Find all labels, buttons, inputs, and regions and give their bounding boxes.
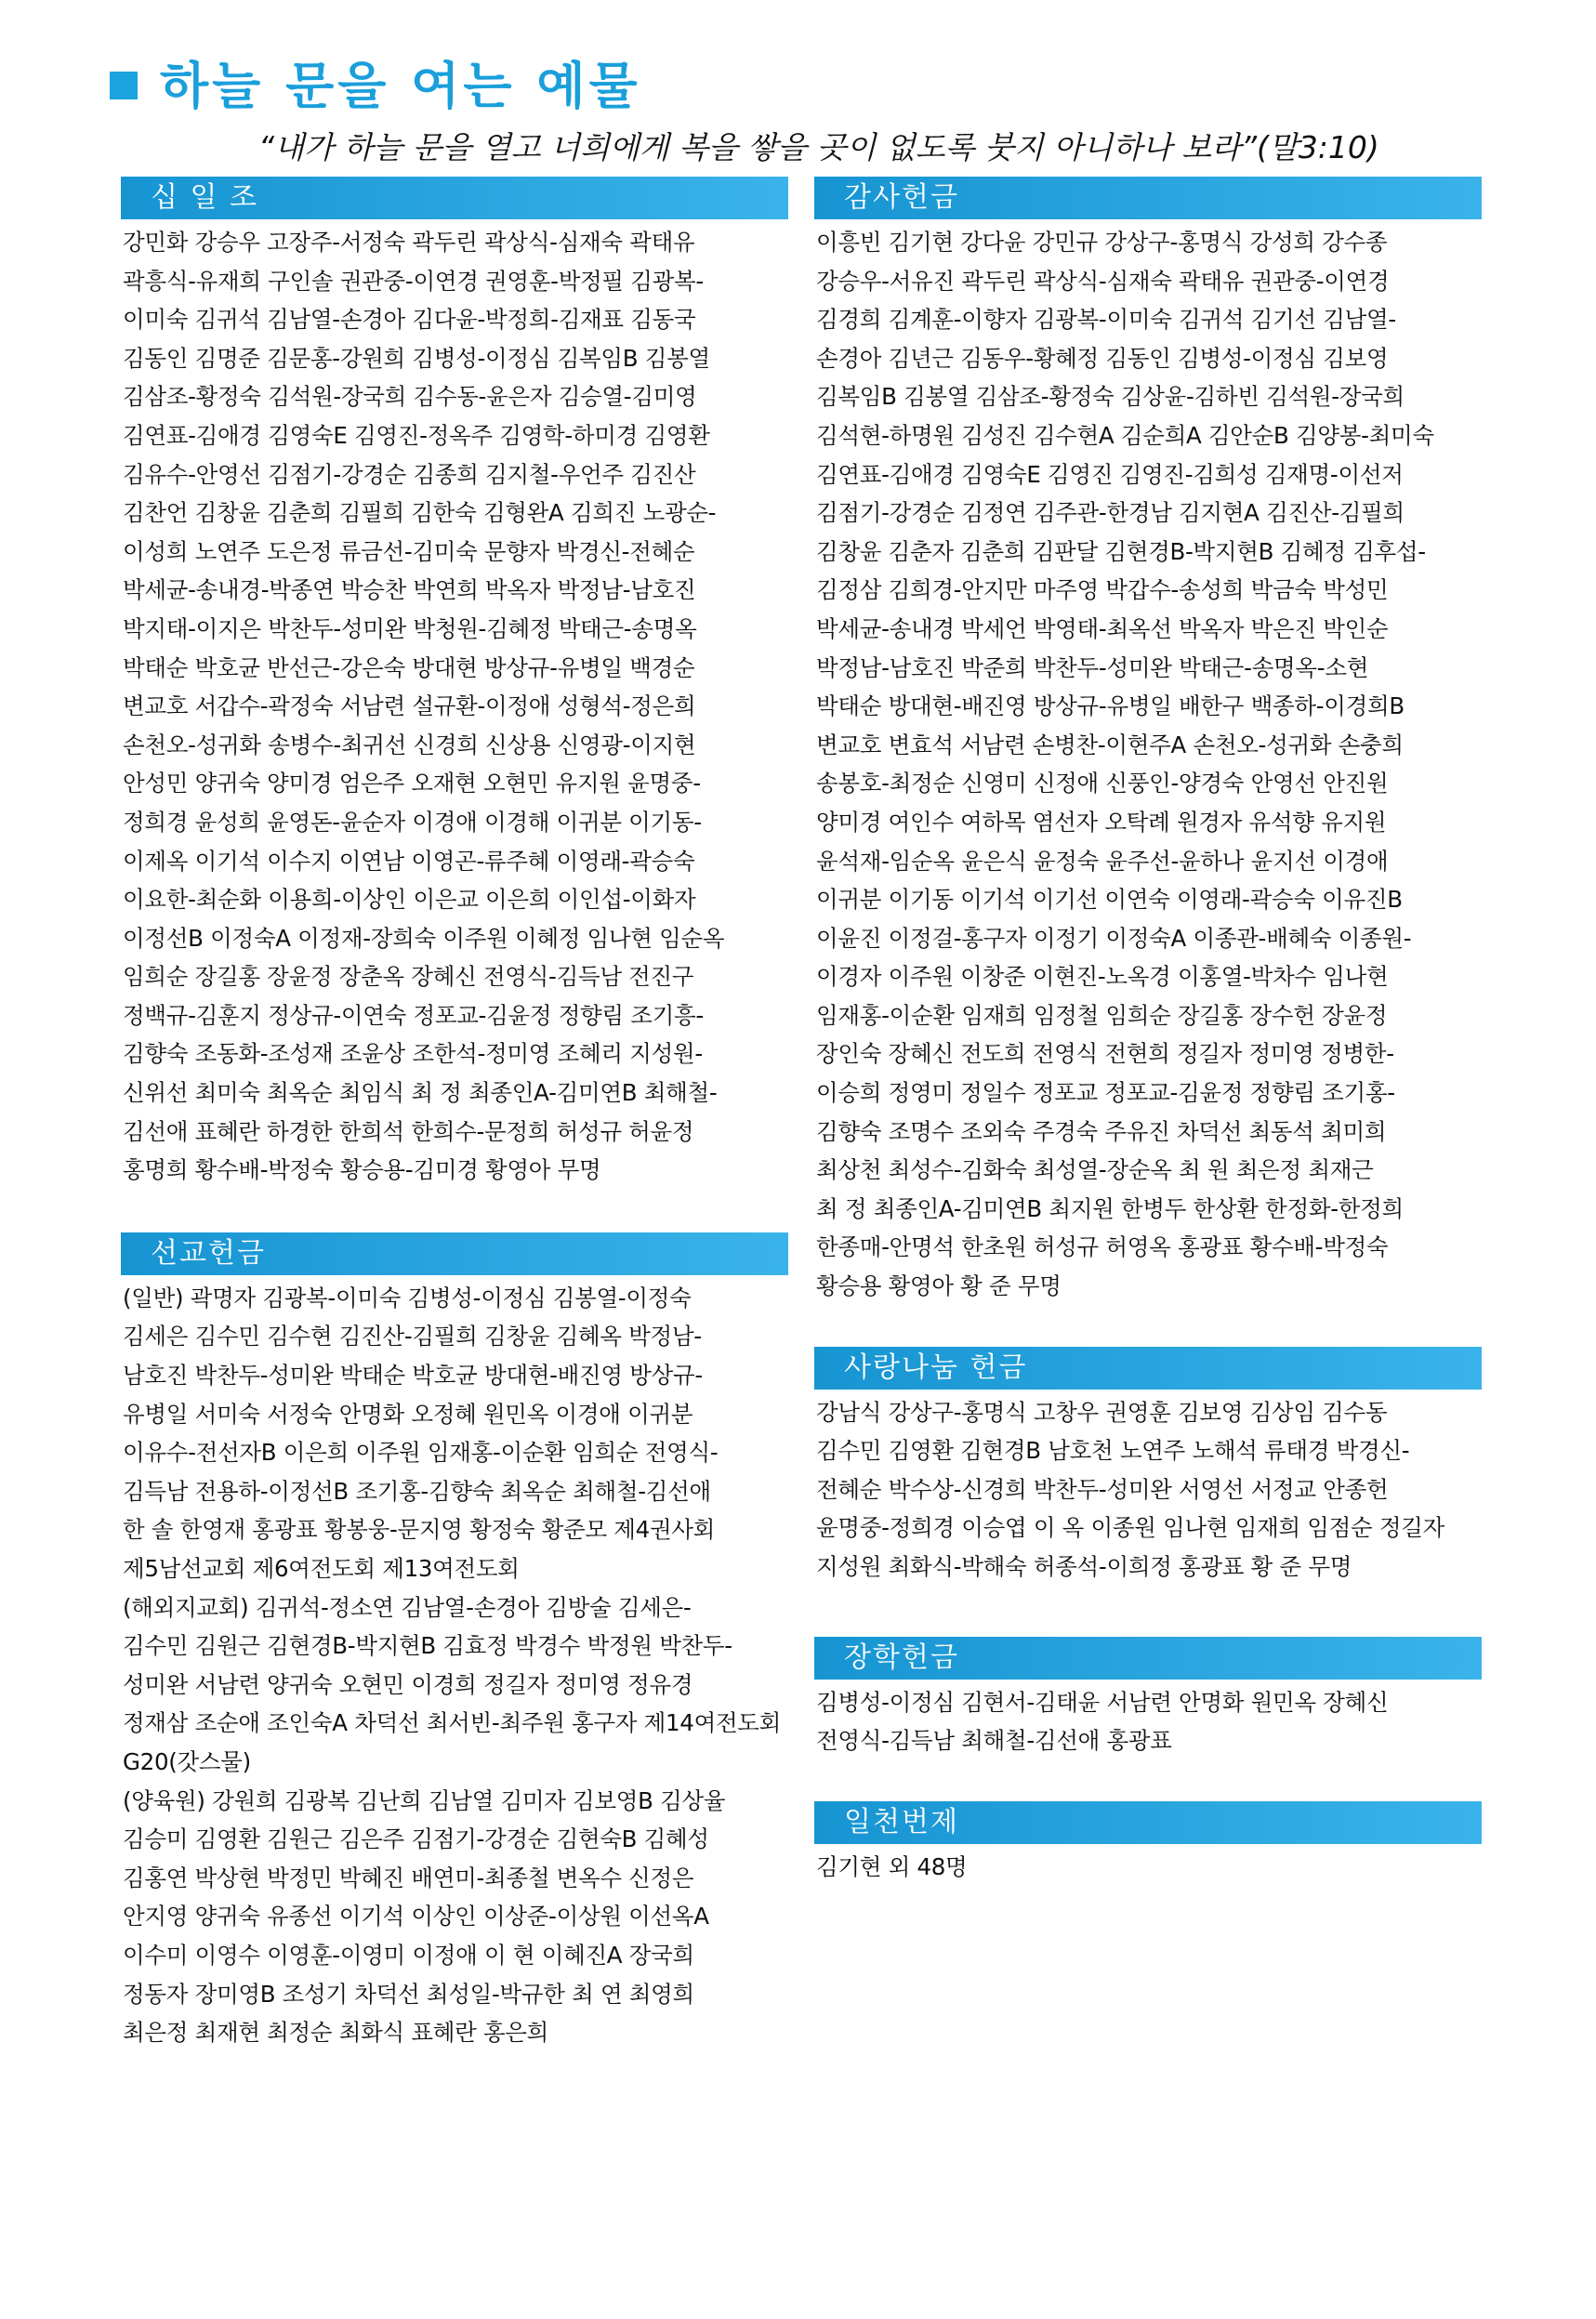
name-line: 강승우-서유진 곽두린 곽상식-심재숙 곽태유 권관중-이연경: [816, 267, 1390, 295]
section-title-tithe: 십 일 조: [121, 177, 788, 219]
name-line: 장인숙 장혜신 전도희 전영식 전현희 정길자 정미영 정병한-: [816, 1040, 1394, 1068]
name-line: 한종매-안명석 한초원 허성규 허영옥 홍광표 황수배-박정숙: [816, 1233, 1389, 1261]
name-line: 임재홍-이순환 임재희 임정철 임희순 장길홍 장수헌 장윤정: [816, 1001, 1388, 1029]
name-line: 이승희 정영미 정일수 정포교 정포교-김윤정 정향림 조기홍-: [816, 1079, 1395, 1107]
name-line: 황승용 황영아 황 준 무명: [816, 1272, 1062, 1300]
name-line: 김득남 전용하-이정선B 조기홍-김향숙 최옥순 최해철-김선애: [123, 1477, 711, 1505]
name-line: 김석현-하명원 김성진 김수현A 김순희A 김안순B 김양봉-최미숙: [816, 421, 1434, 449]
section-title-scholarship: 장학헌금: [814, 1637, 1482, 1680]
name-line: 전혜순 박수상-신경희 박찬두-성미완 서영선 서정교 안종헌: [816, 1475, 1389, 1503]
right-column: [814, 177, 1482, 1886]
name-line: 김유수-안영선 김점기-강경순 김종희 김지철-우언주 김진산: [123, 460, 696, 488]
name-line: 손경아 김년근 김동우-황혜정 김동인 김병성-이정심 김보영: [816, 344, 1389, 372]
section-body-tithe: [121, 219, 788, 1190]
name-line: 유병일 서미숙 서정숙 안명화 오정혜 원민옥 이경애 이귀분: [123, 1400, 693, 1428]
section-body-thanks: [814, 219, 1482, 1306]
left-column: [121, 177, 788, 2052]
name-line: 성미완 서남련 양귀숙 오현민 이경희 정길자 정미영 정유경: [123, 1670, 693, 1698]
name-line: 박세균-송내경 박세언 박영태-최옥선 박옥자 박은진 박인순: [816, 614, 1389, 642]
name-line: 강남식 강상구-홍명식 고창우 권영훈 김보영 김상임 김수동: [816, 1398, 1388, 1426]
name-line: 홍명희 황수배-박정숙 황승용-김미경 황영아 무명: [123, 1156, 601, 1184]
name-line: 전영식-김득남 최해철-김선애 홍광표: [816, 1727, 1172, 1755]
name-line: 김선애 표혜란 하경한 한희석 한희수-문정희 허성규 허윤정: [123, 1117, 694, 1145]
section-title-thanks: 감사헌금: [814, 177, 1482, 219]
name-line: 강민화 강승우 고장주-서정숙 곽두린 곽상식-심재숙 곽태유: [123, 229, 695, 256]
name-line: 김창윤 김춘자 김춘희 김판달 김현경B-박지현B 김혜정 김후섭-: [816, 537, 1426, 565]
name-line: 최 정 최종인A-김미연B 최지원 한병두 한상환 한정화-한정희: [816, 1194, 1404, 1222]
name-line: 김동인 김명준 김문홍-강원희 김병성-이정심 김복임B 김봉열: [123, 344, 710, 372]
name-line: 김점기-강경순 김정연 김주관-한경남 김지현A 김진산-김필희: [816, 499, 1405, 527]
name-line: 이귀분 이기동 이기석 이기선 이연숙 이영래-곽승숙 이유진B: [816, 886, 1403, 914]
section-love: [814, 1347, 1482, 1587]
name-line: 김기현 외 48명: [816, 1852, 968, 1880]
name-line: 김연표-김애경 김영숙E 김영진-정옥주 김영학-하미경 김영환: [123, 421, 710, 449]
name-line: 윤석재-임순옥 윤은식 윤정숙 윤주선-윤하나 윤지선 이경애: [816, 847, 1389, 875]
name-line: 이제옥 이기석 이수지 이연남 이영곤-류주혜 이영래-곽승숙: [123, 847, 695, 875]
name-line: 최상천 최성수-김화숙 최성열-장순옥 최 원 최은정 최재근: [816, 1156, 1374, 1184]
name-line: 이경자 이주원 이창준 이현진-노옥경 이홍열-박차수 임나현: [816, 963, 1389, 991]
name-line: 김삼조-황정숙 김석원-장국희 김수동-윤은자 김승열-김미영: [123, 383, 697, 411]
name-line: 정재삼 조순애 조인숙A 차덕선 최서빈-최주원 홍구자 제14여전도회: [123, 1709, 782, 1737]
name-line: 김병성-이정심 김현서-김태윤 서남련 안명화 원민옥 장혜신: [816, 1688, 1389, 1716]
name-line: 김복임B 김봉열 김삼조-황정숙 김상윤-김하빈 김석원-장국희: [816, 383, 1405, 411]
section-tithe: [121, 177, 788, 1190]
page-title: 하늘 문을 여는 예물: [160, 57, 641, 115]
name-line: 신위선 최미숙 최옥순 최임식 최 정 최종인A-김미연B 최해철-: [123, 1079, 718, 1107]
section-title-thousand: 일천번제: [814, 1801, 1482, 1844]
section-mission: [121, 1232, 788, 2052]
name-line: 이정선B 이정숙A 이정재-장희숙 이주원 이혜정 임나현 임순옥: [123, 924, 725, 952]
name-line: 이수미 이영수 이영훈-이영미 이정애 이 현 이혜진A 장국희: [123, 1941, 694, 1969]
section-thanks: [814, 177, 1482, 1306]
name-line: 이유수-전선자B 이은희 이주원 임재홍-이순환 임희순 전영식-: [123, 1439, 719, 1467]
name-line: G20(갓스물): [123, 1747, 251, 1775]
name-line: 양미경 여인수 여하목 염선자 오탁례 원경자 유석향 유지원: [816, 808, 1387, 836]
name-line: 박정남-남호진 박준희 박찬두-성미완 박태근-송명옥-소현: [816, 653, 1369, 681]
name-line: 제5남선교회 제6여전도회 제13여전도회: [123, 1555, 520, 1582]
name-line: 김정삼 김희경-안지만 마주영 박갑수-송성희 박금숙 박성민: [816, 576, 1389, 604]
section-body-thousand: [814, 1844, 1482, 1887]
name-line: 김수민 김원근 김현경B-박지현B 김효정 박경수 박정원 박찬두-: [123, 1632, 732, 1660]
name-line: 박태순 박호균 반선근-강은숙 방대현 방상규-유병일 백경순: [123, 653, 695, 681]
name-line: 이요한-최순화 이용희-이상인 이은교 이은희 이인섭-이화자: [123, 886, 696, 914]
name-line: 김세은 김수민 김수현 김진산-김필희 김창윤 김혜옥 박정남-: [123, 1323, 702, 1351]
name-line: 김찬언 김창윤 김춘희 김필희 김한숙 김형완A 김희진 노광순-: [123, 499, 717, 527]
name-line: 최은정 최재현 최정순 최화식 표혜란 홍은희: [123, 2019, 549, 2047]
name-line: 변교호 변효석 서남련 손병찬-이현주A 손천오-성귀화 손충희: [816, 731, 1404, 758]
name-line: 손천오-성귀화 송병수-최귀선 신경희 신상용 신영광-이지현: [123, 731, 696, 758]
name-line: 김경희 김계훈-이향자 김광복-이미숙 김귀석 김기선 김남열-: [816, 306, 1396, 334]
name-line: 김향숙 조동화-조성재 조윤상 조한석-정미영 조혜리 지성원-: [123, 1040, 703, 1068]
name-line: (해외지교회) 김귀석-정소연 김남열-손경아 김방술 김세은-: [123, 1593, 692, 1621]
name-line: 윤명중-정희경 이승엽 이 옥 이종원 임나현 임재희 임점순 정길자: [816, 1514, 1444, 1542]
section-title-mission: 선교헌금: [121, 1232, 788, 1275]
name-line: 김홍연 박상현 박정민 박혜진 배연미-최종철 변옥수 신정은: [123, 1864, 694, 1891]
name-line: 박지태-이지은 박찬두-성미완 박청원-김혜정 박태근-송명옥: [123, 614, 697, 642]
name-line: 김승미 김영환 김원근 김은주 김점기-강경순 김현숙B 김혜성: [123, 1825, 709, 1853]
name-line: (양육원) 강원희 김광복 김난희 김남열 김미자 김보영B 김상율: [123, 1786, 726, 1814]
name-line: 지성원 최화식-박해숙 허종석-이희정 홍광표 황 준 무명: [816, 1553, 1352, 1580]
section-body-love: [814, 1390, 1482, 1587]
section-thousand: [814, 1801, 1482, 1887]
name-line: 이윤진 이정걸-홍구자 이정기 이정숙A 이종관-배혜숙 이종원-: [816, 924, 1412, 952]
name-line: 김향숙 조명수 조외숙 주경숙 주유진 차덕선 최동석 최미희: [816, 1117, 1387, 1145]
name-line: (일반) 곽명자 김광복-이미숙 김병성-이정심 김봉열-이정숙: [123, 1284, 692, 1311]
scripture-verse: “내가 하늘 문을 열고 너희에게 복을 쌓을 곳이 없도록 붓지 아니하나 보라”(말3:10): [258, 129, 1379, 165]
name-line: 김수민 김영환 김현경B 남호천 노연주 노해석 류태경 박경신-: [816, 1437, 1410, 1465]
name-line: 안성민 양귀숙 양미경 엄은주 오재현 오현민 유지원 윤명중-: [123, 770, 701, 797]
section-scholarship: [814, 1637, 1482, 1760]
name-line: 남호진 박찬두-성미완 박태순 박호균 방대현-배진영 방상규-: [123, 1362, 703, 1390]
name-line: 변교호 서갑수-곽정숙 서남련 설규환-이정애 성형석-정은희: [123, 692, 696, 720]
name-line: 정백규-김훈지 정상규-이연숙 정포교-김윤정 정향림 조기흥-: [123, 1001, 704, 1029]
section-body-mission: [121, 1275, 788, 2052]
name-line: 이성희 노연주 도은정 류금선-김미숙 문향자 박경신-전혜순: [123, 537, 695, 565]
page-header: [110, 46, 1541, 167]
name-line: 이미숙 김귀석 김남열-손경아 김다윤-박정희-김재표 김동국: [123, 306, 696, 334]
title-row: [110, 46, 1541, 118]
name-line: 임희순 장길홍 장윤정 장춘옥 장혜신 전영식-김득남 전진구: [123, 963, 694, 991]
name-line: 김연표-김애경 김영숙E 김영진 김영진-김희성 김재명-이선저: [816, 460, 1404, 488]
name-line: 박세균-송내경-박종연 박승찬 박연희 박옥자 박정남-남호진: [123, 576, 696, 604]
name-line: 곽흥식-유재희 구인솔 권관중-이연경 권영훈-박정필 김광복-: [123, 267, 704, 295]
square-bullet-icon: [110, 72, 138, 99]
name-line: 안지영 양귀숙 유종선 이기석 이상인 이상준-이상원 이선옥A: [123, 1903, 709, 1930]
name-line: 박태순 방대현-배진영 방상규-유병일 배한구 백종하-이경희B: [816, 692, 1405, 720]
name-line: 이흥빈 김기현 강다윤 강민규 강상구-홍명식 강성희 강수종: [816, 229, 1388, 256]
name-line: 정희경 윤성희 윤영돈-윤순자 이경애 이경해 이귀분 이기동-: [123, 808, 702, 836]
name-line: 정동자 장미영B 조성기 차덕선 최성일-박규한 최 연 최영희: [123, 1980, 694, 2008]
section-body-scholarship: [814, 1680, 1482, 1760]
section-title-love: 사랑나눔 헌금: [814, 1347, 1482, 1390]
name-line: 한 솔 한영재 홍광표 황봉웅-문지영 황정숙 황준모 제4권사회: [123, 1516, 716, 1544]
name-line: 송봉호-최정순 신영미 신정애 신풍인-양경숙 안영선 안진원: [816, 770, 1389, 797]
